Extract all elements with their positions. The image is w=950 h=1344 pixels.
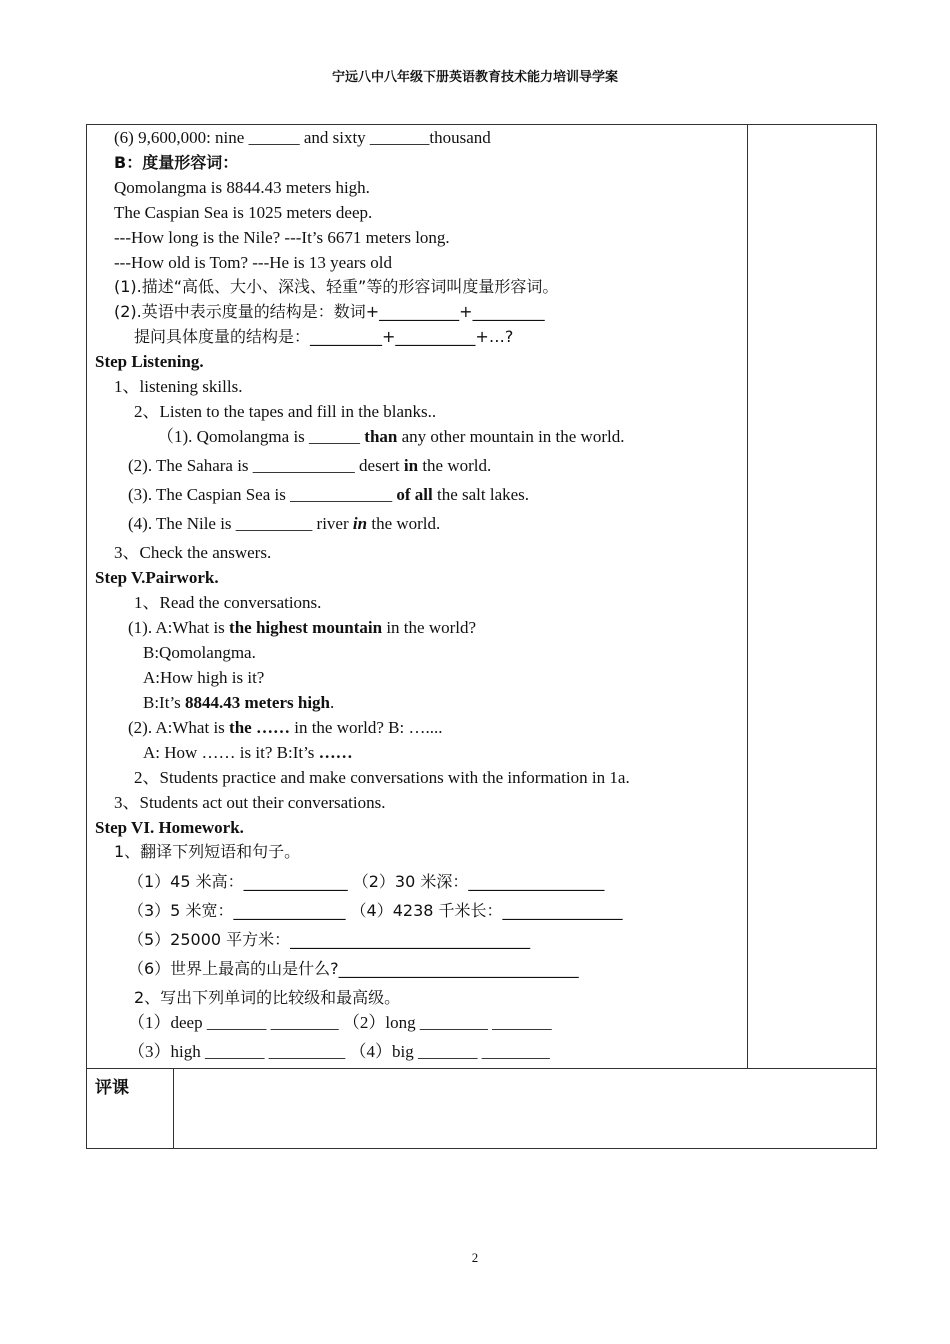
- conversation-1-d: B:It’s 8844.43 meters high.: [143, 693, 335, 712]
- rule-1: (1).描述“高低、大小、深浅、轻重”等的形容词叫度量形容词。: [114, 277, 559, 296]
- translate-row-1: （1）45 米高：_____________ （2）30 米深：_________________: [128, 872, 605, 891]
- translate-row-4: （6）世界上最高的山是什么?______________________________: [128, 959, 579, 978]
- section-b-title: B：度量形容词：: [114, 153, 239, 172]
- pairwork-item-1: 1、Read the conversations.: [134, 593, 322, 612]
- step-homework-title: Step VI. Homework.: [95, 818, 244, 837]
- translate-row-3: （5）25000 平方米：______________________________: [128, 930, 531, 949]
- translate-row-2: （3）5 米宽：______________ （4）4238 千米长：_______________: [128, 901, 623, 920]
- comparative-row-2: （3）high _______ _________ （4）big _______ ________: [128, 1042, 550, 1061]
- listening-item-3: 3、Check the answers.: [114, 543, 272, 562]
- page-number: 2: [471, 1250, 479, 1265]
- pairwork-item-2: 2、Students practice and make conversations with the information in 1a.: [134, 768, 630, 787]
- listening-item-2: 2、Listen to the tapes and fill in the blanks..: [134, 402, 437, 421]
- blank-sentence-1: （1). Qomolangma is ______ than any other mountain in the world.: [157, 427, 625, 446]
- step-listening-title: Step Listening.: [95, 352, 204, 371]
- homework-item-1: 1、翻译下列短语和句子。: [114, 842, 301, 861]
- column-divider: [747, 125, 748, 1068]
- blank-sentence-2: (2). The Sahara is ____________ desert in the world.: [128, 456, 492, 475]
- rule-2: (2).英语中表示度量的结构是：数词+__________+_________: [114, 302, 545, 321]
- blank-sentence-4: (4). The Nile is _________ river in the world.: [128, 514, 441, 533]
- example-nile: ---How long is the Nile? ---It’s 6671 meters long.: [114, 228, 450, 247]
- page-header: 宁远八中八年级下册英语教育技术能力培训导学案: [331, 70, 618, 85]
- line-numbers-6: (6) 9,600,000: nine ______ and sixty _______thousand: [114, 128, 491, 147]
- step-pairwork-title: Step V.Pairwork.: [95, 568, 219, 587]
- comment-label: 评课: [95, 1078, 129, 1098]
- conversation-1-b: B:Qomolangma.: [143, 643, 256, 662]
- example-tom: ---How old is Tom? ---He is 13 years old: [114, 253, 392, 272]
- comparative-row-1: （1）deep _______ ________ （2）long ________ _______: [128, 1013, 552, 1032]
- row-divider: [87, 1068, 876, 1069]
- listening-item-1: 1、listening skills.: [114, 377, 243, 396]
- conversation-1-c: A:How high is it?: [143, 668, 265, 687]
- example-qomolangma: Qomolangma is 8844.43 meters high.: [114, 178, 370, 197]
- rule-question: 提问具体度量的结构是：_________+__________+…?: [134, 327, 514, 346]
- blank-sentence-3: (3). The Caspian Sea is ____________ of all the salt lakes.: [128, 485, 530, 504]
- conversation-1-a: (1). A:What is the highest mountain in the world?: [128, 618, 477, 637]
- homework-item-2: 2、写出下列单词的比较级和最高级。: [134, 988, 401, 1007]
- comment-divider: [173, 1068, 174, 1149]
- conversation-2-a: (2). A:What is the …… in the world? B: …....: [128, 718, 443, 737]
- example-caspian: The Caspian Sea is 1025 meters deep.: [114, 203, 373, 222]
- pairwork-item-3: 3、Students act out their conversations.: [114, 793, 386, 812]
- conversation-2-b: A: How …… is it? B:It’s ……: [143, 743, 353, 762]
